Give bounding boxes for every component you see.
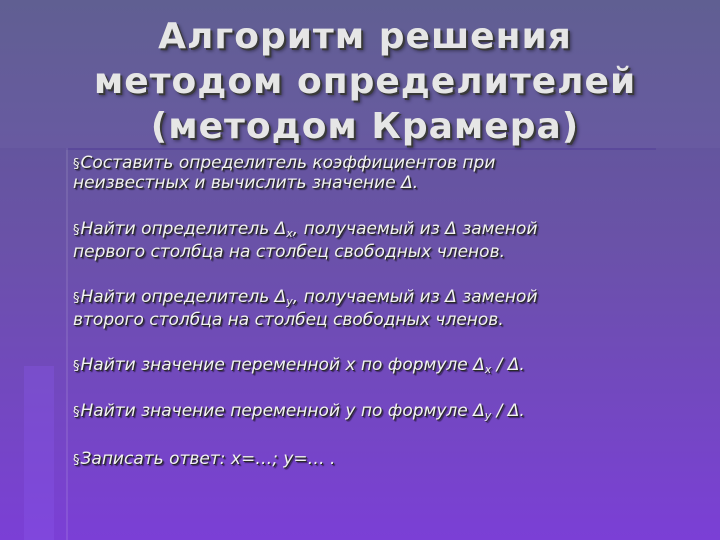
bullet-3-subscript: y: [286, 295, 293, 308]
bullet-3-line-2: второго столбца на столбец свободных членов.: [73, 310, 504, 330]
bullet-marker: §: [73, 453, 80, 468]
bullet-item-5: [73, 402, 673, 425]
bullet-3-text-a: Найти определитель Δ: [80, 287, 287, 307]
bullet-marker: §: [73, 359, 80, 374]
slide-title: [80, 14, 650, 149]
bullet-1-line-1: Составить определитель коэффициентов при: [80, 153, 496, 173]
bullet-5-text-a: Найти значение переменной y по формуле Δ: [80, 401, 485, 421]
bullet-1-line-2: неизвестных и вычислить значение Δ.: [73, 173, 419, 193]
bullet-3-text-b: , получаемый из Δ заменой: [292, 287, 538, 307]
bullet-4-text-b: / Δ.: [491, 355, 525, 375]
bullet-4-text-a: Найти значение переменной x по формуле Δ: [80, 355, 485, 375]
bullet-item-1: [73, 154, 673, 193]
title-line-3: (методом Крамера): [150, 106, 580, 147]
bullet-2-subscript: x: [286, 227, 293, 240]
bullet-5-subscript: y: [484, 409, 492, 422]
left-rule: [66, 148, 68, 540]
bullet-marker: §: [73, 291, 80, 306]
bullet-item-2: [73, 220, 673, 262]
bullet-6-text: Записать ответ: x=…; y=… .: [80, 449, 336, 469]
title-line-2: методом определителей: [93, 61, 637, 102]
bullet-4-subscript: x: [484, 363, 492, 376]
bullet-marker: §: [73, 223, 80, 238]
bullet-item-3: [73, 288, 673, 330]
bullet-2-text-a: Найти определитель Δ: [80, 219, 287, 239]
bullet-item-4: [73, 356, 673, 379]
bullet-2-line-2: первого столбца на столбец свободных членов.: [73, 242, 505, 262]
bullet-5-text-b: / Δ.: [491, 401, 525, 421]
title-line-1: Алгоритм решения: [158, 16, 572, 57]
bullet-marker: §: [73, 405, 80, 420]
bullet-item-6: [73, 450, 673, 470]
decorative-panel: [24, 366, 54, 540]
bullet-2-text-b: , получаемый из Δ заменой: [292, 219, 538, 239]
bullet-marker: §: [73, 157, 80, 172]
